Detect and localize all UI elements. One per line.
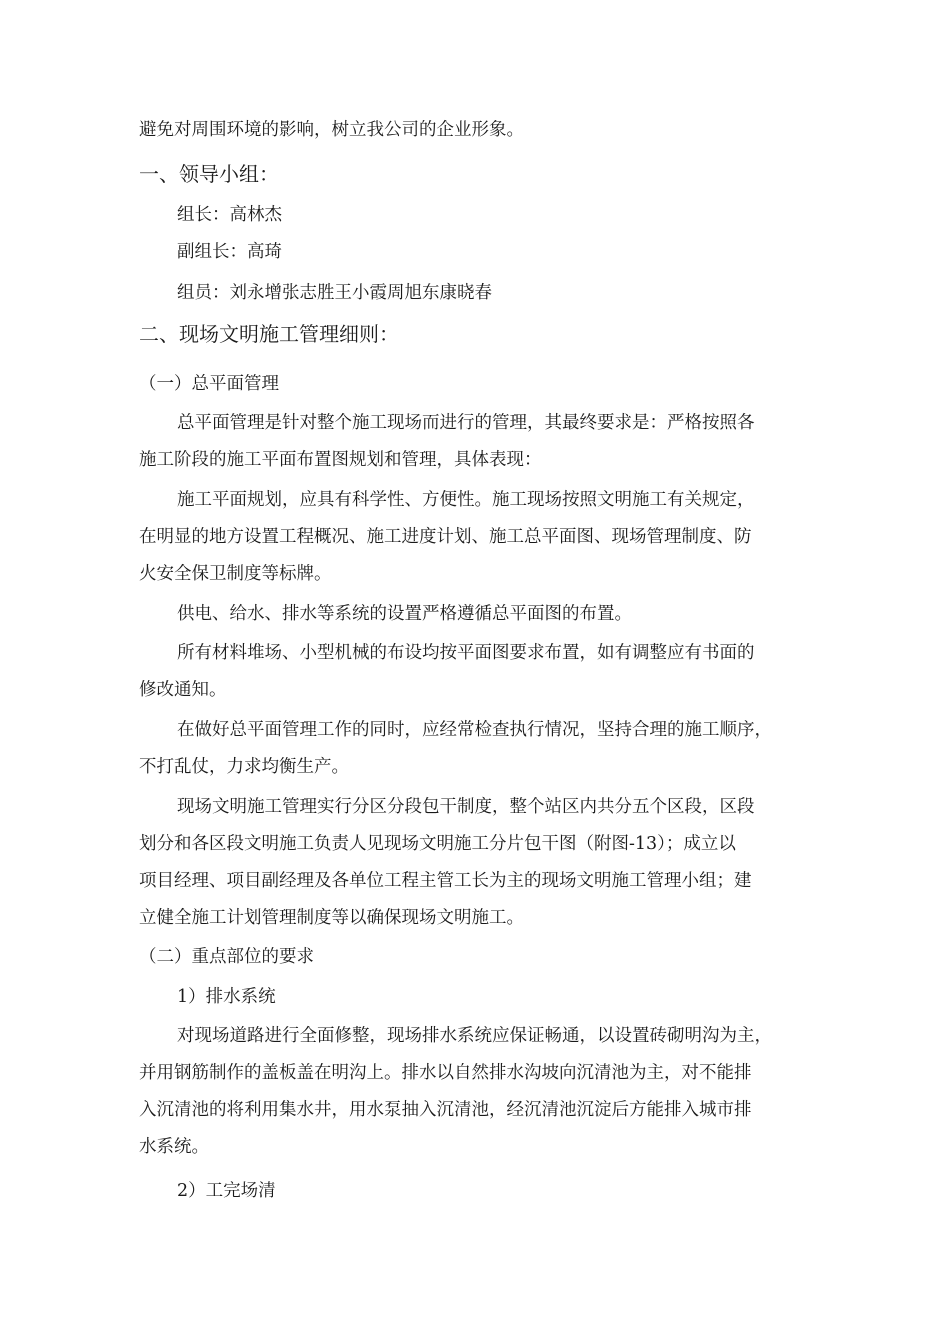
paragraph-line: 项目经理、项目副经理及各单位工程主管工长为主的现场文明施工管理小组；建 <box>139 871 752 891</box>
members-line: 组员：刘永增张志胜王小霞周旭东康晓春 <box>177 283 492 303</box>
paragraph-line: 施工平面规划，应具有科学性、方便性。施工现场按照文明施工有关规定， <box>177 490 755 510</box>
paragraph-line: 并用钢筋制作的盖板盖在明沟上。排水以自然排水沟坡向沉清池为主，对不能排 <box>139 1063 752 1083</box>
intro-text: 避免对周围环境的影响，树立我公司的企业形象。 <box>139 120 524 140</box>
part2-title: （二）重点部位的要求 <box>139 947 314 967</box>
paragraph-line: 施工阶段的施工平面布置图规划和管理，具体表现： <box>139 450 542 470</box>
paragraph-line: 划分和各区段文明施工负责人见现场文明施工分片包干图（附图-13）；成立以 <box>139 834 736 854</box>
section2-heading: 二、现场文明施工管理细则： <box>139 322 399 346</box>
paragraph-line: 对现场道路进行全面修整，现场排水系统应保证畅通，以设置砖砌明沟为主， <box>177 1026 772 1046</box>
section1-heading: 一、领导小组： <box>139 162 279 186</box>
leader-line: 组长：高林杰 <box>177 205 282 225</box>
item2-title: 2）工完场清 <box>177 1181 276 1201</box>
paragraph-line: 立健全施工计划管理制度等以确保现场文明施工。 <box>139 908 524 928</box>
deputy-line: 副组长：高琦 <box>177 242 282 262</box>
paragraph-line: 修改通知。 <box>139 680 227 700</box>
paragraph-line: 所有材料堆场、小型机械的布设均按平面图要求布置，如有调整应有书面的 <box>177 643 755 663</box>
paragraph-line: 入沉清池的将利用集水井，用水泵抽入沉清池，经沉清池沉淀后方能排入城市排 <box>139 1100 752 1120</box>
paragraph-line: 在做好总平面管理工作的同时，应经常检查执行情况，坚持合理的施工顺序， <box>177 720 772 740</box>
paragraph-line: 不打乱仗，力求均衡生产。 <box>139 757 349 777</box>
part1-title: （一）总平面管理 <box>139 374 279 394</box>
paragraph-line: 供电、给水、排水等系统的设置严格遵循总平面图的布置。 <box>177 604 632 624</box>
paragraph-line: 现场文明施工管理实行分区分段包干制度，整个站区内共分五个区段，区段 <box>177 797 755 817</box>
paragraph-line: 火安全保卫制度等标牌。 <box>139 564 332 584</box>
paragraph-line: 在明显的地方设置工程概况、施工进度计划、施工总平面图、现场管理制度、防 <box>139 527 752 547</box>
paragraph-line: 总平面管理是针对整个施工现场而进行的管理，其最终要求是：严格按照各 <box>177 413 755 433</box>
paragraph-line: 水系统。 <box>139 1137 209 1157</box>
item1-title: 1）排水系统 <box>177 987 276 1007</box>
